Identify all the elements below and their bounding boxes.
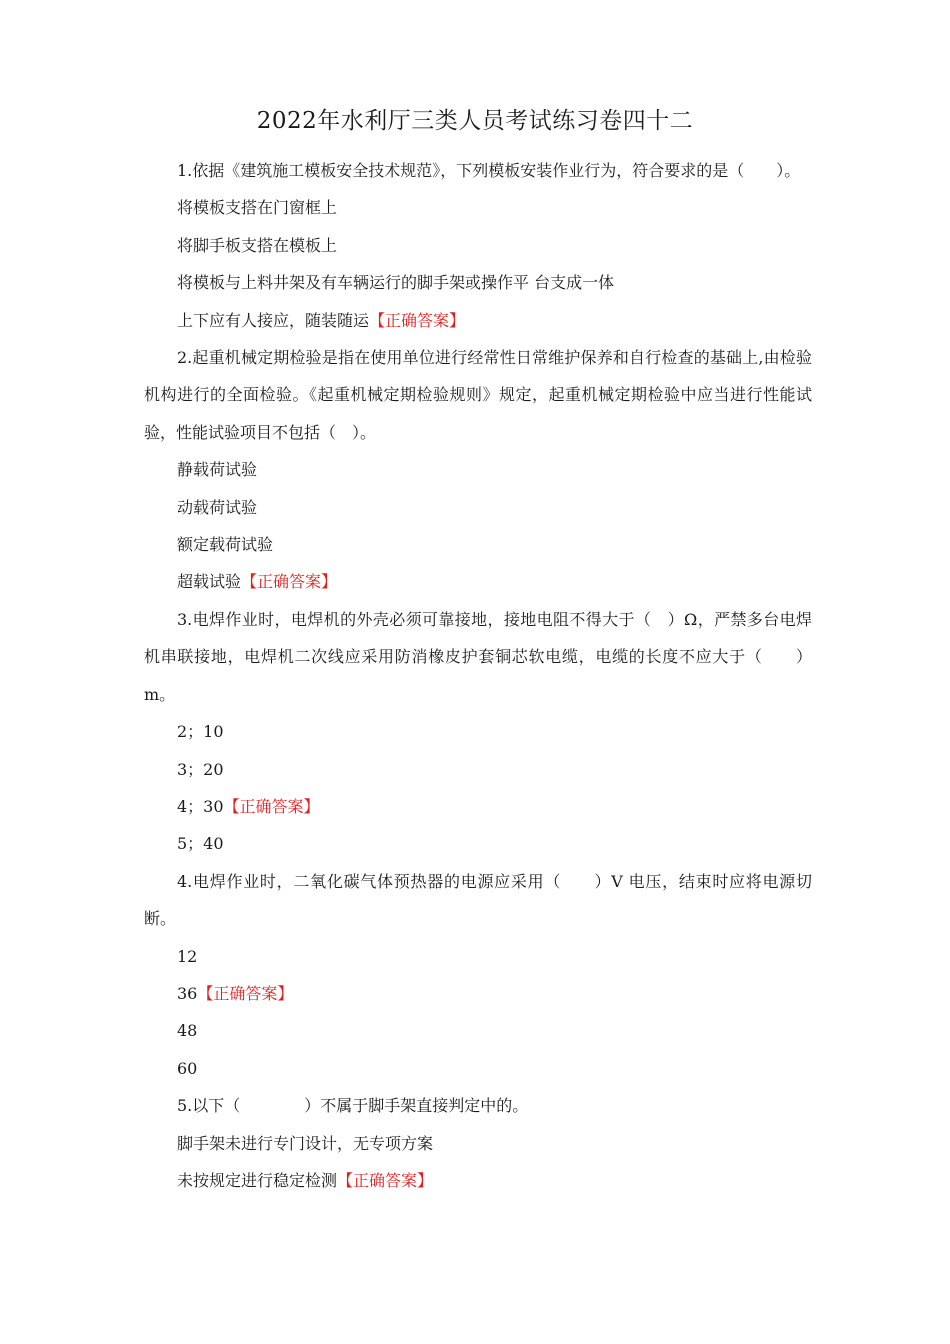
q1-option-2: 将脚手板支搭在模板上 (177, 235, 338, 255)
question-3: 3.电焊作业时，电焊机的外壳必须可靠接地，接地电阻不得大于（ ）Ω，严禁多台电焊机串联接地，电焊机二次线应采用防消橡皮护套铜芯软电缆，电缆的长度不应大于（ ）m。 (144, 609, 812, 704)
q4-option-2-text: 36 (177, 983, 198, 1003)
q2-option-2: 动载荷试验 (177, 497, 258, 517)
correct-answer-mark: 【正确答案】 (223, 796, 320, 816)
exam-content (144, 152, 812, 1199)
q3-option-4: 5；40 (177, 834, 224, 854)
q3-option-2: 3；20 (177, 759, 224, 779)
q3-option-1: 2；10 (177, 722, 224, 742)
q4-option-3: 48 (177, 1021, 198, 1041)
correct-answer-mark: 【正确答案】 (337, 1170, 434, 1190)
q1-option-4-text: 上下应有人接应，随装随运 (177, 310, 370, 330)
q5-option-2 (144, 1162, 812, 1199)
q4-option-2 (144, 975, 812, 1012)
q1-option-4 (144, 302, 812, 339)
question-4: 4.电焊作业时，二氧化碳气体预热器的电源应采用（ ）V 电压，结束时应将电源切断。 (144, 871, 812, 929)
q5-option-2-text: 未按规定进行稳定检测 (177, 1170, 338, 1190)
q2-option-4 (144, 563, 812, 600)
correct-answer-mark: 【正确答案】 (369, 310, 466, 330)
question-2: 2.起重机械定期检验是指在使用单位进行经常性日常维护保养和自行检查的基础上,由检验机构进行的全面检验。《起重机械定期检验规则》规定，起重机械定期检验中应当进行性能试验，性能试验项目不包括（ ）。 (144, 348, 812, 442)
q3-option-3 (144, 788, 812, 825)
question-5: 5.以下（ ）不属于脚手架直接判定中的。 (177, 1096, 529, 1116)
q2-option-1: 静载荷试验 (177, 460, 258, 480)
page-title: 2022年水利厅三类人员考试练习卷四十二 (256, 108, 694, 134)
q2-option-4-text: 超载试验 (177, 572, 242, 592)
q3-option-3-text: 4；30 (177, 796, 224, 816)
q1-option-3: 将模板与上料井架及有车辆运行的脚手架或操作平 台支成一体 (177, 273, 615, 293)
q4-option-4: 60 (177, 1058, 198, 1078)
q1-option-1: 将模板支搭在门窗框上 (177, 198, 338, 218)
correct-answer-mark: 【正确答案】 (197, 983, 294, 1003)
question-1: 1.依据《建筑施工模板安全技术规范》，下列模板安装作业行为，符合要求的是（ ）。 (177, 161, 801, 180)
q4-option-1: 12 (177, 946, 198, 966)
q2-option-3: 额定载荷试验 (177, 535, 274, 555)
correct-answer-mark: 【正确答案】 (241, 572, 338, 592)
q5-option-1: 脚手架未进行专门设计，无专项方案 (177, 1133, 434, 1153)
